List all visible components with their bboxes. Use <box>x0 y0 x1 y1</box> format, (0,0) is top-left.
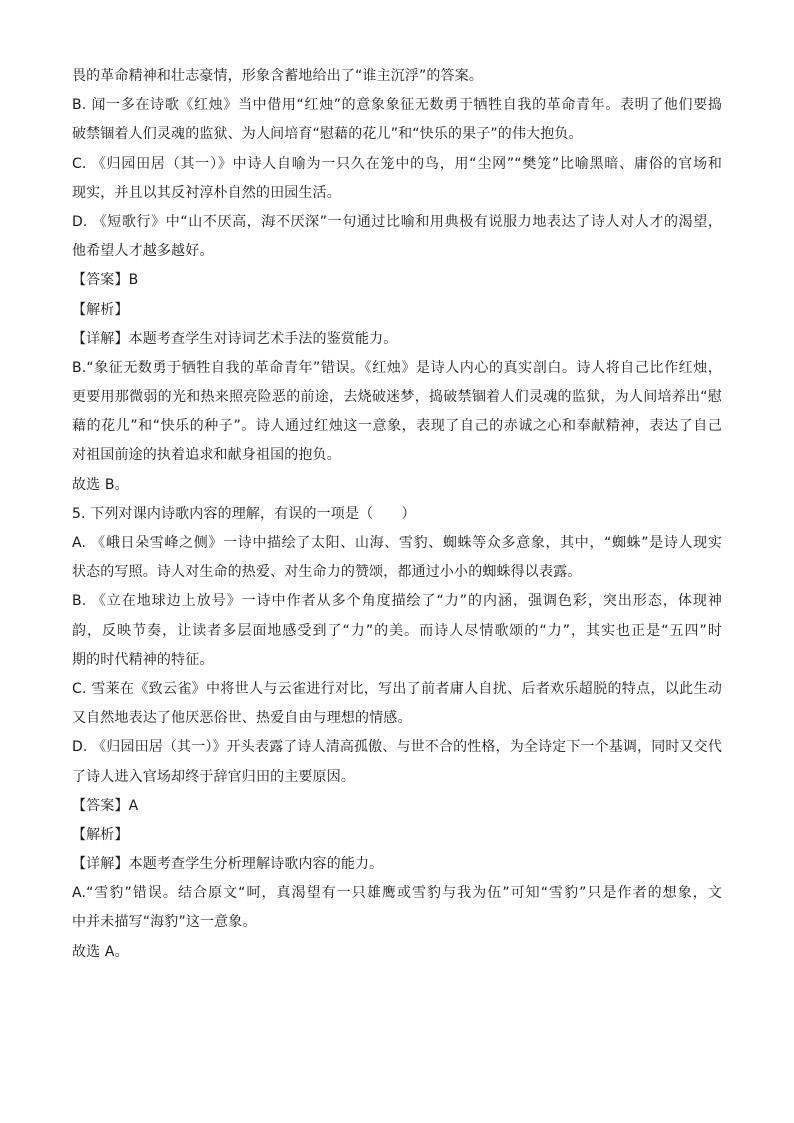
text-line: C. 《归园田居（其一）》中诗人自喻为一只久在笼中的鸟，用“尘网”“樊笼”比喻黑暗、庸俗的官场和 <box>72 155 722 172</box>
answer-label: 【答案】A <box>72 797 139 814</box>
option-a: A. 《峨日朵雪峰之侧》一诗中描绘了太阳、山海、雪豹、蜘蛛等众多意象，其中，“蜘蛛”是诗人现实 <box>72 535 722 551</box>
text-line: 又自然地表达了他厌恶俗世、热爱自由与理想的情感。 <box>72 710 412 727</box>
text-line: 现实，并且以其反衬淳朴自然的田园生活。 <box>72 184 341 201</box>
text-line: 了诗人进入官场却终于辞官归田的主要原因。 <box>72 768 355 785</box>
conclusion-line: 故选 B。 <box>72 476 129 493</box>
text-line: B. 闻一多在诗歌《红烛》当中借用“红烛”的意象象征无数勇于牺牲自我的革命青年。表明了他们要捣 <box>72 97 722 114</box>
text-line: 期的时代精神的特征。 <box>72 651 214 668</box>
text-line: 中并未描写“海豹”这一意象。 <box>72 914 257 931</box>
text-line: D. 《短歌行》中“山不厌高，海不厌深”一句通过比喻和用典极有说服力地表达了诗人对人才的渴望， <box>72 213 722 230</box>
text-line: B.“象征无数勇于牺牲自我的革命青年”错误。《红烛》是诗人内心的真实剖白。诗人将自己比作红烛， <box>72 359 722 376</box>
detail-label: 【详解】本题考查学生对诗词艺术手法的鉴赏能力。 <box>72 330 398 347</box>
text-line: 韵，反映节奏，让读者多层面地感受到了“力”的美。而诗人尽情歌颂的“力”，其实也正是“五四”时 <box>72 622 722 639</box>
text-line: 畏的革命精神和壮志豪情，形象含蓄地给出了“谁主沉浮”的答案。 <box>72 68 484 84</box>
text-line: 他希望人才越多越好。 <box>72 243 214 260</box>
analysis-label: 【解析】 <box>72 826 129 843</box>
conclusion-line: 故选 A。 <box>72 943 129 960</box>
option-b: B. 《立在地球边上放号》一诗中作者从多个角度描绘了“力”的内涵，强调色彩，突出形态，体现神 <box>72 593 722 610</box>
text-line: 破禁锢着人们灵魂的监狱、为人间培育“慰藉的花儿”和“快乐的果子”的伟大抱负。 <box>72 126 583 143</box>
analysis-label: 【解析】 <box>72 301 129 318</box>
text-line: 藉的花儿”和“快乐的种子”。诗人通过红烛这一意象，表现了自己的赤诚之心和奉献精神，表达了自己 <box>72 418 722 435</box>
detail-label: 【详解】本题考查学生分析理解诗歌内容的能力。 <box>72 856 384 873</box>
answer-label: 【答案】B <box>72 272 139 289</box>
text-line: A.“雪豹”错误。结合原文“呵，真渴望有一只雄鹰或雪豹与我为伍”可知“雪豹”只是作者的想象，文 <box>72 885 722 902</box>
text-line: 对祖国前途的执着追求和献身祖国的抱负。 <box>72 447 341 464</box>
text-line: 状态的写照。诗人对生命的热爱、对生命力的赞颂，都通过小小的蜘蛛得以表露。 <box>72 564 582 581</box>
question-stem: 5. 下列对课内诗歌内容的理解，有误的一项是（ ） <box>72 505 416 522</box>
option-d: D. 《归园田居（其一）》开头表露了诗人清高孤傲、与世不合的性格，为全诗定下一个基调，同时又交代 <box>72 739 722 756</box>
document-page <box>72 62 722 967</box>
text-line: 更要用那微弱的光和热来照亮险恶的前途，去烧破迷梦，捣破禁锢着人们灵魂的监狱，为人间培养出“慰 <box>72 389 722 406</box>
option-c: C. 雪莱在《致云雀》中将世人与云雀进行对比，写出了前者庸人自扰、后者欢乐超脱的特点，以此生动 <box>72 680 722 697</box>
